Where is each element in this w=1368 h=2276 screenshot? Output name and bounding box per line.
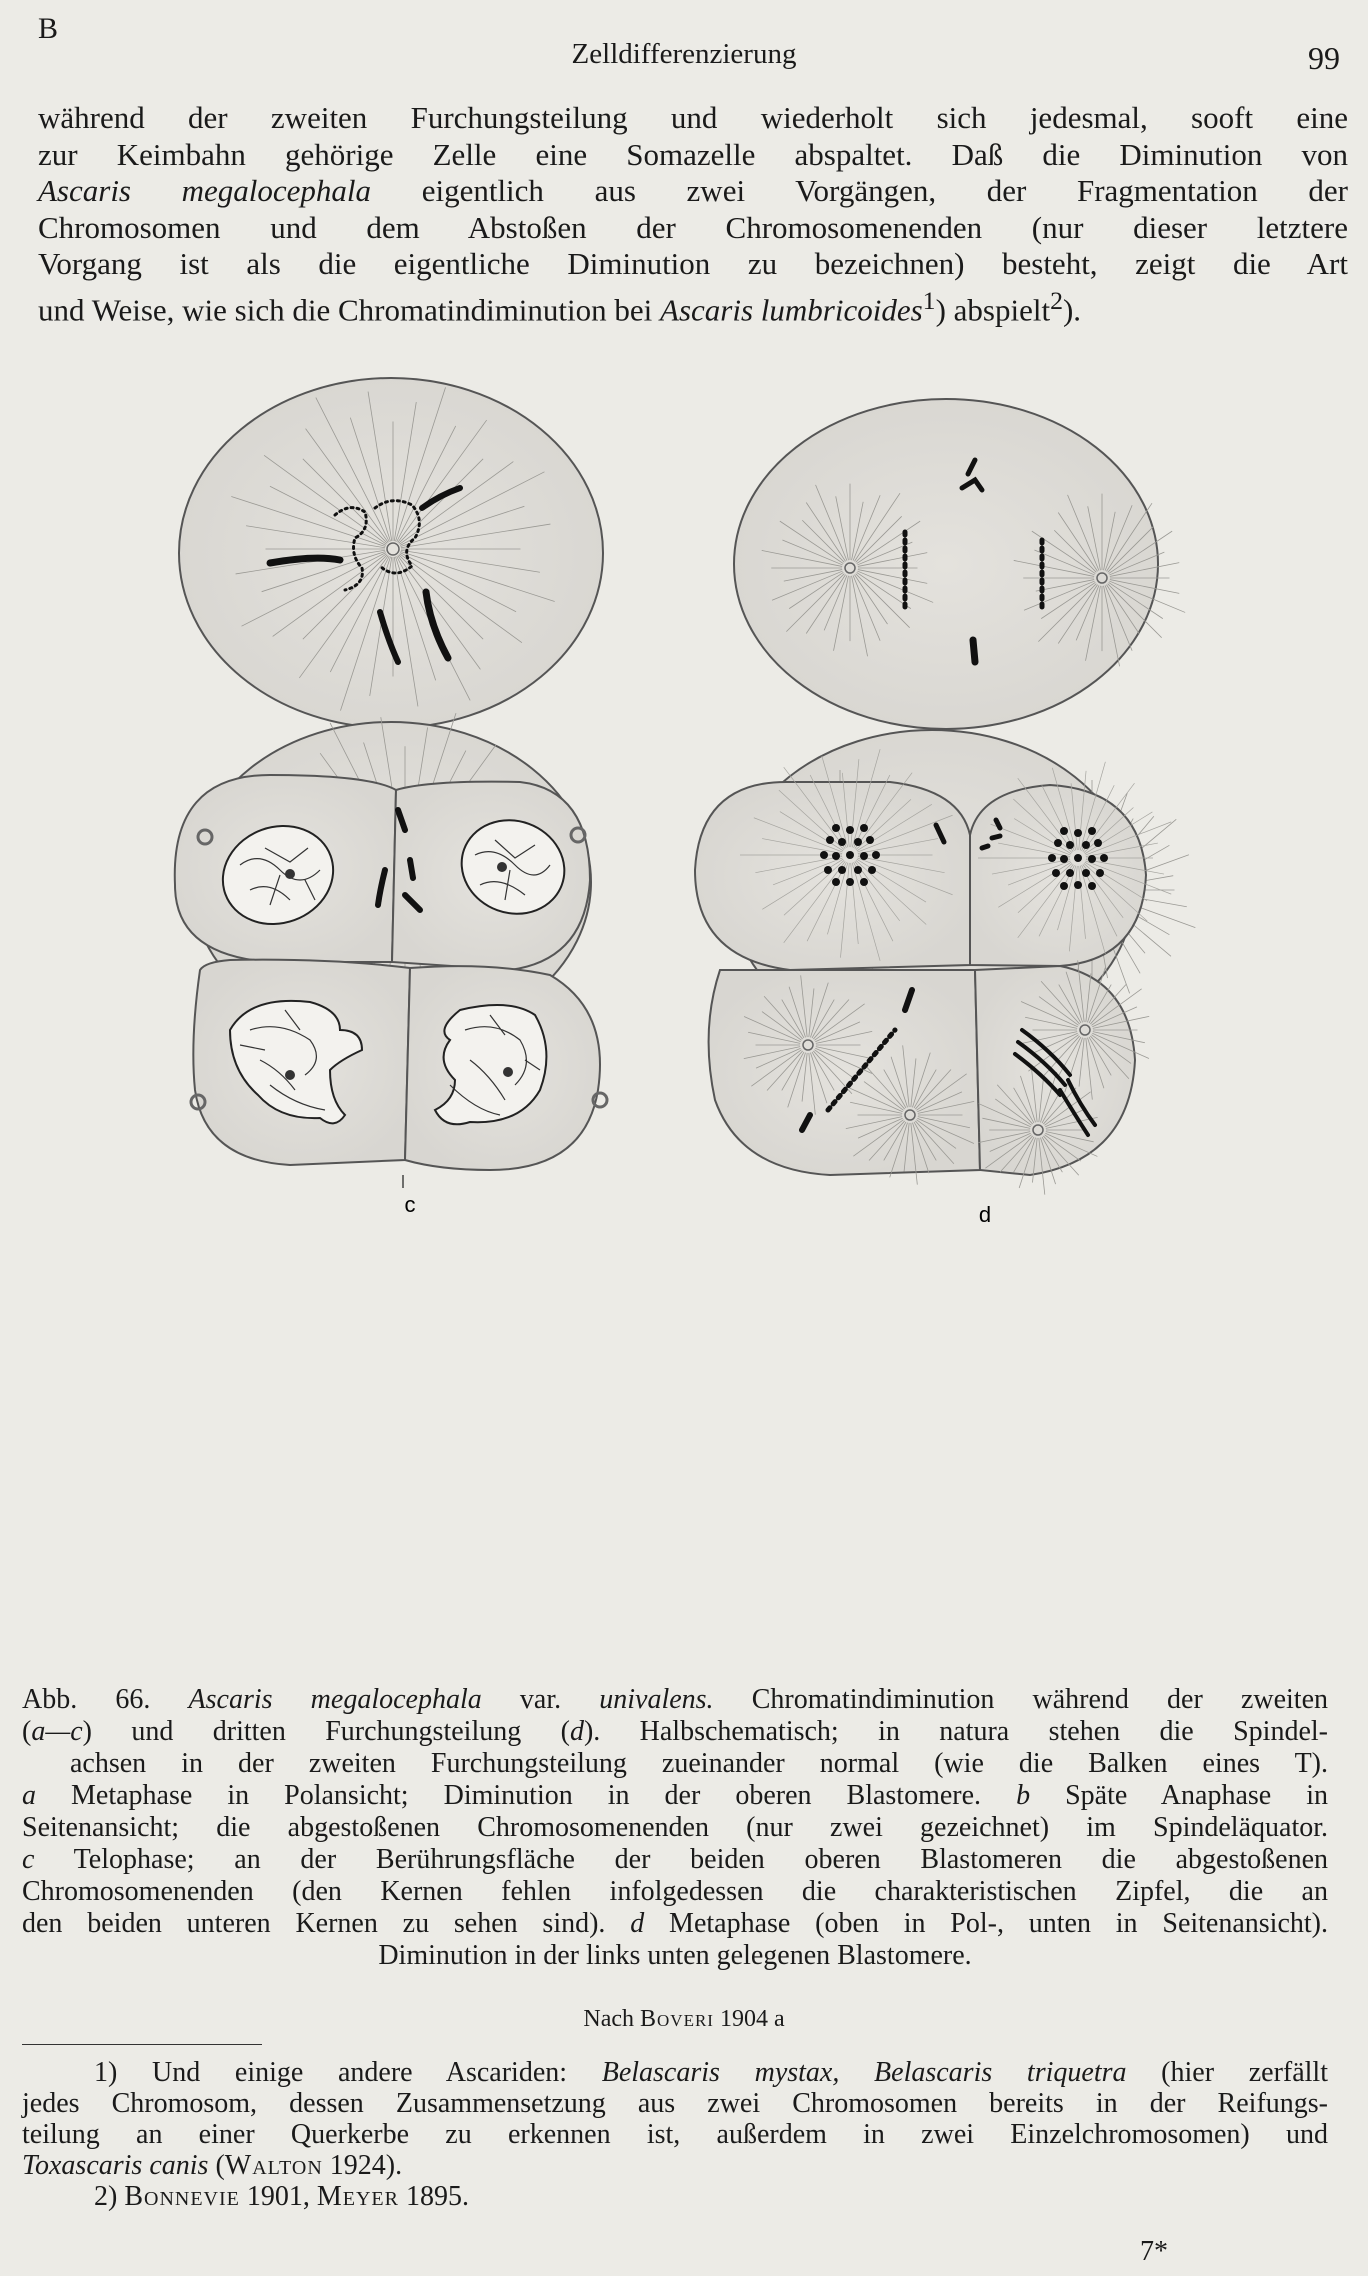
para-line: während der zweiten Furchungsteilung und wiederholt sich jedesmal, sooft eine: [38, 100, 1348, 135]
footnote-line: Toxascaris canis (Walton 1924).: [22, 2150, 403, 2181]
running-title: Zelldifferenzierung: [571, 38, 797, 70]
footnote-rule: [22, 2044, 262, 2045]
nucleolus: [285, 869, 295, 879]
cell-outline: [179, 378, 603, 728]
page-number: 99: [1308, 40, 1340, 76]
figure-caption: [22, 1684, 1328, 1972]
nucleolus: [503, 1067, 513, 1077]
para-line: Vorgang ist als die eigentliche Diminution zu bezeichnen) besteht, zeigt die Art: [38, 246, 1348, 281]
panel-d-drawing: [695, 749, 1171, 1227]
cell-outline: [695, 782, 970, 970]
para-line: Ascaris megalocephala eigentlich aus zwei Vorgängen, der Fragmentation der: [38, 173, 1348, 208]
caption-line: c Telophase; an der Berührungsfläche der beiden oberen Blastomeren die abgestoßenen: [22, 1844, 1328, 1875]
caption-line: den beiden unteren Kernen zu sehen sind). d Metaphase (oben in Pol-, unten in Seitenansicht).: [22, 1908, 1328, 1939]
footnote-line: teilung an einer Querkerbe zu erkennen ist, außerdem in zwei Einzelchromosomen) und: [22, 2119, 1328, 2150]
signature-mark: B: [38, 12, 59, 45]
body-paragraph: [38, 100, 1348, 328]
caption-line: (a—c) und dritten Furchungsteilung (d). Halbschematisch; in natura stehen die Spindel-: [22, 1716, 1328, 1747]
caption-line: Seitenansicht; die abgestoßenen Chromosomenenden (nur zwei gezeichnet) im Spindeläquator.: [22, 1812, 1328, 1843]
cell-outline: [734, 399, 1158, 729]
cell-outline: [975, 966, 1135, 1175]
cell-outline: [709, 970, 980, 1175]
para-line: und Weise, wie sich die Chromatindiminution bei Ascaris lumbricoides$^1$) abspielt$^2$).: [38, 285, 1082, 327]
para-line: Chromosomen und dem Abstoßen der Chromosomenenden (nur dieser letztere: [38, 209, 1348, 245]
nucleolus: [497, 862, 507, 872]
para-line: zur Keimbahn gehörige Zelle eine Somazelle abspaltet. Daß die Diminution von: [38, 136, 1348, 172]
footnote-line: 1) Und einige andere Ascariden: Belascaris mystax, Belascaris triquetra (hier zerfällt: [94, 2057, 1328, 2088]
caption-line: a Metaphase in Polansicht; Diminution in der oberen Blastomere. b Späte Anaphase in: [22, 1780, 1328, 1811]
caption-line: achsen in der zweiten Furchungsteilung zueinander normal (wie die Balken eines T).: [70, 1748, 1328, 1779]
caption-line: Diminution in der links unten gelegenen Blastomere.: [378, 1940, 972, 1971]
panel-c-drawing: [175, 775, 607, 1217]
figure-label-c: c: [404, 1192, 416, 1217]
nucleolus: [285, 1070, 295, 1080]
caption-line: Chromosomenenden (den Kernen fehlen infolgedessen die charakteristischen Zipfel, die an: [22, 1876, 1328, 1907]
species-name: Ascaris lumbricoides: [660, 291, 923, 327]
footnote-line: 2) Bonnevie 1901, Meyer 1895.: [94, 2181, 469, 2212]
species-name: Ascaris megalocephala: [38, 173, 372, 208]
figure-66: [130, 370, 1240, 1680]
figure-credit: Nach Boveri 1904 a: [583, 2006, 785, 2032]
bottom-signature: 7*: [1140, 2236, 1168, 2267]
footnote-line: jedes Chromosom, dessen Zusammensetzung aus zwei Chromosomen bereits in der Reifungs-: [22, 2088, 1328, 2119]
caption-line: Abb. 66. Ascaris megalocephala var. univalens. Chromatindiminution während der zweiten: [22, 1684, 1329, 1715]
figure-label-d: d: [978, 1202, 992, 1227]
footnotes: [22, 2057, 1328, 2212]
footnote-ref: 1: [922, 285, 936, 315]
chromosome-end: [973, 640, 975, 662]
footnote-ref: 2: [1050, 285, 1063, 315]
